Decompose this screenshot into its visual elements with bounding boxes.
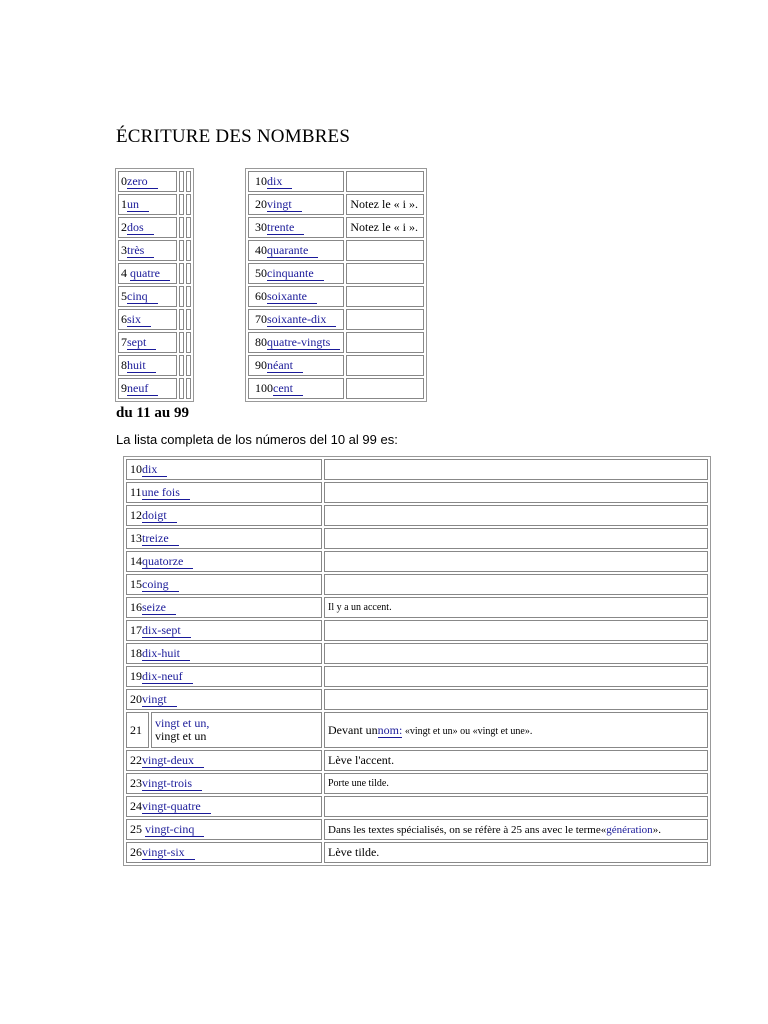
number-word-link[interactable]: dix-huit [142,646,190,661]
number-cell [118,217,177,238]
intro-text: La lista completa de los números del 10 al 99 es: [116,432,398,447]
number-cell [118,286,177,307]
number-cell [126,643,322,664]
number-value: 10 [255,174,267,188]
number-cell [126,796,322,817]
number-word-link[interactable]: vingt-cinq [145,822,204,837]
number-word-link[interactable]: une fois [142,485,190,500]
number-word-link[interactable]: quarante [267,243,318,258]
number-value: 5 [121,289,127,303]
number-value: 80 [255,335,267,349]
empty-cell [186,309,191,330]
number-cell [126,842,322,863]
number-value: 21 [126,712,149,748]
number-word-link[interactable]: néant [267,358,303,373]
number-value: 20 [255,197,267,211]
note-cell: Notez le « i ». [346,217,424,238]
table-row [126,551,708,572]
empty-cell [186,194,191,215]
note-cell [324,459,708,480]
number-value: 10 [130,462,142,476]
number-word-link[interactable]: dix [267,174,292,189]
note-text: Dans les textes spécialisés, on se réfère à 25 ans avec le terme« [328,823,607,836]
empty-cell [179,194,184,215]
number-cell [126,819,322,840]
number-value: 0 [121,174,127,188]
table-row [126,574,708,595]
note-cell [324,482,708,503]
table-row [248,240,424,261]
number-word-link[interactable]: cinquante [267,266,324,281]
number-value: 2 [121,220,127,234]
note-cell [346,355,424,376]
tens-table [245,168,427,402]
empty-cell [179,286,184,307]
empty-cell [186,217,191,238]
number-cell [118,194,177,215]
table-row [126,796,708,817]
note-cell [324,528,708,549]
table-row [126,750,708,771]
number-word-text: vingt et un [155,729,207,743]
number-value: 12 [130,508,142,522]
number-cell [118,171,177,192]
number-value: 19 [130,669,142,683]
note-cell [324,643,708,664]
empty-cell [179,263,184,284]
table-row [126,643,708,664]
table-row [126,712,708,748]
number-word-link[interactable]: soixante-dix [267,312,336,327]
number-value: 23 [130,776,142,790]
number-value: 25 [130,822,145,836]
number-word-link[interactable]: dix-neuf [142,669,193,684]
table-row [126,689,708,710]
number-cell [118,240,177,261]
page-title: ÉCRITURE DES NOMBRES [116,126,351,147]
number-word-link[interactable]: cent [273,381,303,396]
note-cell: Il y a un accent. [324,597,708,618]
table-row [118,378,191,399]
empty-cell [179,171,184,192]
number-word-link[interactable]: quatre-vingts [267,335,340,350]
note-cell [324,574,708,595]
table-row [118,194,191,215]
table-row [248,171,424,192]
number-value: 13 [130,531,142,545]
table-row [248,217,424,238]
number-value: 50 [255,266,267,280]
number-value: 1 [121,197,127,211]
table-row [248,194,424,215]
note-cell: Porte une tilde. [324,773,708,794]
number-word-link[interactable]: sept [127,335,156,350]
number-word-link[interactable]: neuf [127,381,158,396]
number-cell [118,378,177,399]
note-text: ou «vingt et une». [457,725,533,737]
table-row [118,171,191,192]
empty-cell [179,240,184,261]
note-text: «vingt et un» [402,725,458,737]
empty-cell [179,378,184,399]
number-value: 22 [130,753,142,767]
number-value: 16 [130,600,142,614]
number-word-link[interactable]: vingt [267,197,302,212]
number-cell [126,750,322,771]
empty-cell [179,309,184,330]
number-word-link[interactable]: vingt-trois [142,776,202,791]
number-cell [118,355,177,376]
empty-cell [186,332,191,353]
number-word-link[interactable]: quatorze [142,554,193,569]
empty-cell [186,263,191,284]
number-value: 7 [121,335,127,349]
table-row [248,332,424,353]
table-row [126,666,708,687]
numbers-table [123,456,711,866]
note-cell [346,378,424,399]
number-word-link[interactable]: dix [142,462,167,477]
table-row [248,355,424,376]
number-value: 26 [130,845,142,859]
number-word-link[interactable]: vingt-six [142,845,195,860]
number-word-link[interactable]: dix-sept [142,623,191,638]
table-row [126,597,708,618]
number-cell [126,620,322,641]
table-row [126,482,708,503]
number-word-link[interactable]: vingt-quatre [142,799,211,814]
number-cell [126,459,322,480]
number-word-link[interactable]: zero [127,174,158,189]
number-word-link[interactable]: trente [267,220,304,235]
note-cell [346,332,424,353]
number-cell [248,286,344,307]
number-word-link[interactable]: dos [127,220,154,235]
number-cell [126,505,322,526]
number-cell [118,332,177,353]
empty-cell [179,217,184,238]
table-row [126,528,708,549]
note-text: Devant un [328,722,378,737]
empty-cell [186,286,191,307]
number-word-link[interactable]: huit [127,358,156,373]
note-cell: Lève l'accent. [324,750,708,771]
number-cell [126,773,322,794]
table-row [248,378,424,399]
number-value: 6 [121,312,127,326]
table-row [126,842,708,863]
number-cell [248,240,344,261]
empty-cell [186,355,191,376]
number-value: 8 [121,358,127,372]
empty-cell [186,171,191,192]
number-cell [248,171,344,192]
number-cell [126,689,322,710]
section-heading: du 11 au 99 [116,405,189,421]
number-word-link[interactable]: doigt [142,508,177,523]
table-row [118,240,191,261]
table-row [248,263,424,284]
note-cell [346,309,424,330]
table-row [118,332,191,353]
empty-cell [186,378,191,399]
generation-link[interactable]: génération [606,823,653,836]
empty-cell [186,240,191,261]
note-cell [346,263,424,284]
number-value: 11 [130,485,142,499]
number-cell [126,551,322,572]
number-value: 60 [255,289,267,303]
table-row [248,286,424,307]
number-word-link[interactable]: vingt-deux [142,753,204,768]
number-cell [126,666,322,687]
table-row [126,459,708,480]
empty-cell [179,355,184,376]
number-value: 9 [121,381,127,395]
note-cell [324,666,708,687]
note-cell [324,620,708,641]
note-cell [324,796,708,817]
note-cell [324,819,708,840]
number-value: 30 [255,220,267,234]
number-value: 20 [130,692,142,706]
note-cell: Notez le « i ». [346,194,424,215]
number-value: 14 [130,554,142,568]
note-cell [346,286,424,307]
number-cell [248,355,344,376]
table-row [118,309,191,330]
number-value: 3 [121,243,127,257]
number-value: 4 [121,266,130,280]
number-value: 15 [130,577,142,591]
number-word-link[interactable]: soixante [267,289,317,304]
number-value: 17 [130,623,142,637]
noun-link[interactable]: nom: [377,722,403,737]
number-value: 70 [255,312,267,326]
number-word-link[interactable]: très [127,243,154,258]
number-cell [126,574,322,595]
number-cell [118,263,177,284]
units-table [115,168,194,402]
number-word-link[interactable]: vingt et un, [155,716,210,730]
note-cell [324,712,708,748]
table-row [126,620,708,641]
table-row [118,355,191,376]
number-cell [126,482,322,503]
number-word-link[interactable]: cinq [127,289,158,304]
number-cell [248,217,344,238]
number-cell [126,528,322,549]
table-row [248,309,424,330]
number-word-link[interactable]: vingt [142,692,177,707]
number-word-link[interactable]: coing [142,577,179,592]
note-cell [346,171,424,192]
number-cell [248,263,344,284]
note-cell [324,505,708,526]
number-cell [248,378,344,399]
number-cell [248,332,344,353]
number-word-link[interactable]: treize [142,531,179,546]
table-row [118,217,191,238]
number-value: 24 [130,799,142,813]
number-cell [248,194,344,215]
number-value: 90 [255,358,267,372]
number-word-link[interactable]: six [127,312,151,327]
note-text: ». [652,823,661,836]
number-cell [118,309,177,330]
number-cell [248,309,344,330]
note-cell [324,551,708,572]
note-cell [324,689,708,710]
number-value: 100 [255,381,273,395]
empty-cell [179,332,184,353]
number-value: 18 [130,646,142,660]
table-row [126,819,708,840]
table-row [118,263,191,284]
table-row [126,505,708,526]
number-cell [151,712,322,748]
note-cell [346,240,424,261]
number-value: 40 [255,243,267,257]
table-row [118,286,191,307]
number-word-link[interactable]: quatre [130,266,170,281]
number-word-link[interactable]: seize [142,600,176,615]
number-word-link[interactable]: un [127,197,149,212]
table-row [126,773,708,794]
note-cell: Lève tilde. [324,842,708,863]
number-cell [126,597,322,618]
